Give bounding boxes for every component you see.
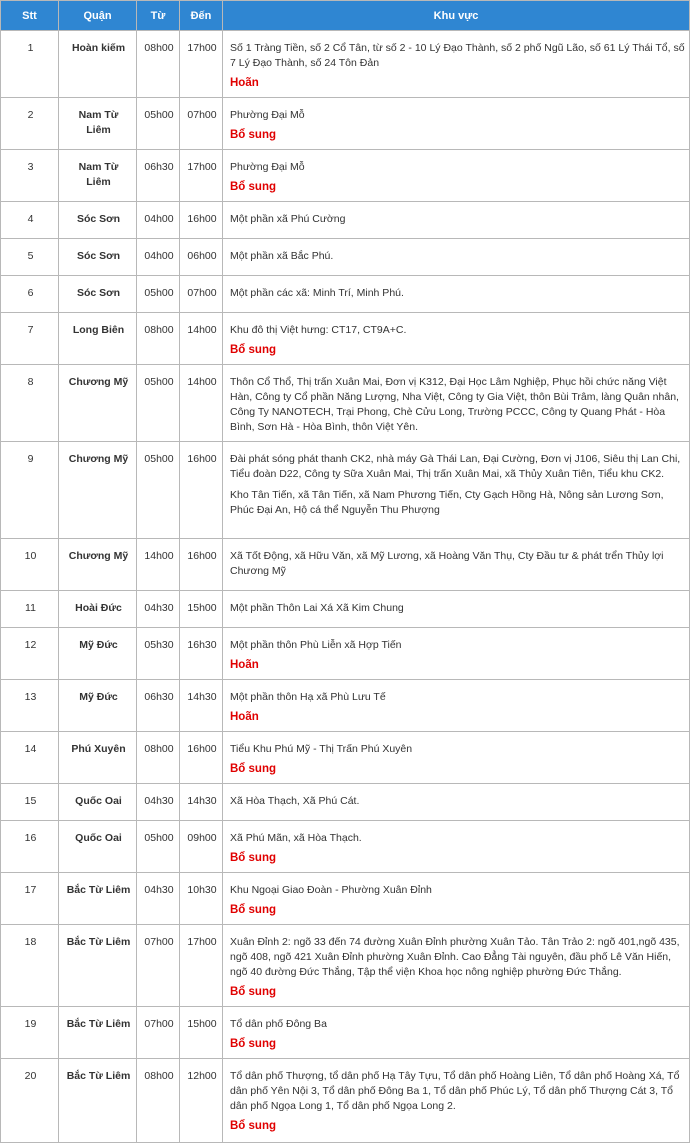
area-cell (223, 680, 690, 732)
start-time: 08h00 (137, 732, 180, 784)
end-time: 17h00 (180, 925, 223, 1007)
area-description: Kho Tân Tiến, xã Tân Tiến, xã Nam Phương Tiến, Cty Gạch Hồng Hà, Nông sản Lương Sơn, Phúc Đại An, Hộ cá thể Nguyễn Thu Phượng (230, 489, 664, 516)
area-cell (223, 821, 690, 873)
area-cell (223, 539, 690, 591)
end-time: 06h00 (180, 239, 223, 276)
start-time: 05h00 (137, 276, 180, 313)
area-cell (223, 313, 690, 365)
area-cell (223, 732, 690, 784)
end-time: 15h00 (180, 591, 223, 628)
header-area: Khu vực (223, 1, 690, 31)
district-name: Bắc Từ Liêm (59, 1007, 137, 1059)
end-time: 10h30 (180, 873, 223, 925)
area-cell (223, 784, 690, 821)
start-time: 04h00 (137, 202, 180, 239)
header-stt: Stt (1, 1, 59, 31)
row-number: 7 (1, 313, 59, 365)
end-time: 17h00 (180, 31, 223, 98)
area-cell (223, 925, 690, 1007)
district-name: Quốc Oai (59, 784, 137, 821)
district-name: Bắc Từ Liêm (59, 1059, 137, 1143)
table-row (1, 31, 690, 98)
table-row (1, 539, 690, 591)
status-note: Bổ sung (230, 763, 276, 775)
row-number: 20 (1, 1059, 59, 1143)
status-note: Bổ sung (230, 181, 276, 193)
table-row (1, 628, 690, 680)
area-description: Đài phát sóng phát thanh CK2, nhà máy Gà Thái Lan, Đại Cường, Đơn vị J106, Siêu thị Lan Chi, Tiểu đoàn D22, Công ty Sữa Xuân Mai, Thị trấn Xuân Mai, xã Thủy Xuân Tiên, Tiểu khu CK2. (230, 453, 681, 480)
status-note: Bổ sung (230, 1038, 276, 1050)
row-number: 9 (1, 442, 59, 539)
start-time: 05h00 (137, 98, 180, 150)
row-number: 15 (1, 784, 59, 821)
table-row (1, 732, 690, 784)
area-description: Tiểu Khu Phú Mỹ - Thị Trấn Phú Xuyên (230, 743, 413, 755)
start-time: 07h00 (137, 925, 180, 1007)
area-description: Tổ dân phố Đông Ba (230, 1018, 327, 1030)
row-number: 14 (1, 732, 59, 784)
status-note: Hoãn (230, 77, 259, 89)
row-number: 5 (1, 239, 59, 276)
area-description: Khu đô thị Việt hưng: CT17, CT9A+C. (230, 324, 407, 336)
start-time: 04h30 (137, 873, 180, 925)
table-row (1, 821, 690, 873)
start-time: 06h30 (137, 680, 180, 732)
table-header-row (1, 1, 690, 31)
start-time: 05h00 (137, 442, 180, 539)
end-time: 17h00 (180, 150, 223, 202)
area-description: Phường Đại Mỗ (230, 161, 305, 173)
status-note: Bổ sung (230, 852, 276, 864)
end-time: 14h00 (180, 365, 223, 442)
area-cell (223, 1059, 690, 1143)
header-from: Từ (137, 1, 180, 31)
area-description: Số 1 Tràng Tiền, số 2 Cổ Tân, từ số 2 - 10 Lý Đạo Thành, số 2 phố Ngũ Lão, số 61 Lý Thái Tổ, số 7 Lý Đạo Thành, số 24 Tôn Đản (230, 42, 685, 69)
row-number: 1 (1, 31, 59, 98)
table-body (1, 31, 690, 1143)
end-time: 07h00 (180, 98, 223, 150)
end-time: 16h00 (180, 202, 223, 239)
area-description: Xuân Đỉnh 2: ngõ 33 đến 74 đường Xuân Đỉnh phường Xuân Tảo. Tân Trảo 2: ngõ 401,ngõ 435, ngõ 408, ngõ 421 Xuân Đỉnh phường Xuân Đỉnh. Cao Đẳng Tài nguyên, đầu phố Lê Văn Hiến, ngõ 40 đường Đức Thắng, Tập thể viện Khoa học nông nghiệp phường Đức Thắng. (230, 936, 680, 978)
area-description: Xã Phú Mãn, xã Hòa Thạch. (230, 832, 362, 844)
row-number: 11 (1, 591, 59, 628)
header-district: Quận (59, 1, 137, 31)
header-to: Đến (180, 1, 223, 31)
district-name: Quốc Oai (59, 821, 137, 873)
district-name: Nam Từ Liêm (59, 98, 137, 150)
table-row (1, 873, 690, 925)
table-row (1, 150, 690, 202)
district-name: Sóc Sơn (59, 239, 137, 276)
start-time: 04h00 (137, 239, 180, 276)
table-row (1, 591, 690, 628)
end-time: 16h00 (180, 539, 223, 591)
district-name: Nam Từ Liêm (59, 150, 137, 202)
area-cell (223, 98, 690, 150)
table-row (1, 442, 690, 539)
table-row (1, 313, 690, 365)
end-time: 14h30 (180, 680, 223, 732)
table-row (1, 276, 690, 313)
table-row (1, 784, 690, 821)
area-cell (223, 1007, 690, 1059)
start-time: 04h30 (137, 784, 180, 821)
row-number: 13 (1, 680, 59, 732)
status-note: Bổ sung (230, 986, 276, 998)
table-row (1, 365, 690, 442)
district-name: Bắc Từ Liêm (59, 925, 137, 1007)
district-name: Long Biên (59, 313, 137, 365)
area-description: Tổ dân phố Thượng, tổ dân phố Hạ Tây Tựu, Tổ dân phố Hoàng Liên, Tổ dân phố Hoàng Xá, Tổ dân phố Yên Nội 3, Tổ dân phố Đông Ba 1, Tổ dân phố Phúc Lý, Tổ dân phố Thượng Cát 3, Tổ dân phố Ngọa Long 1, Tổ dân phố Ngọa Long 2. (230, 1070, 680, 1112)
status-note: Bổ sung (230, 904, 276, 916)
start-time: 04h30 (137, 591, 180, 628)
start-time: 05h00 (137, 365, 180, 442)
table-row (1, 202, 690, 239)
start-time: 08h00 (137, 313, 180, 365)
area-cell (223, 442, 690, 539)
status-note: Bổ sung (230, 129, 276, 141)
end-time: 15h00 (180, 1007, 223, 1059)
area-description: Một phần các xã: Minh Trí, Minh Phú. (230, 287, 404, 299)
area-cell (223, 239, 690, 276)
area-cell (223, 150, 690, 202)
table-row (1, 680, 690, 732)
area-cell (223, 365, 690, 442)
row-number: 12 (1, 628, 59, 680)
area-description: Một phần Thôn Lai Xá Xã Kim Chung (230, 602, 404, 614)
district-name: Chương Mỹ (59, 539, 137, 591)
start-time: 07h00 (137, 1007, 180, 1059)
district-name: Chương Mỹ (59, 442, 137, 539)
district-name: Sóc Sơn (59, 202, 137, 239)
area-cell (223, 628, 690, 680)
start-time: 05h30 (137, 628, 180, 680)
table-row (1, 239, 690, 276)
row-number: 10 (1, 539, 59, 591)
start-time: 08h00 (137, 1059, 180, 1143)
end-time: 16h00 (180, 732, 223, 784)
area-description: Phường Đại Mỗ (230, 109, 305, 121)
area-description: Khu Ngoại Giao Đoàn - Phường Xuân Đỉnh (230, 884, 432, 896)
area-cell (223, 31, 690, 98)
area-description: Một phần xã Phú Cường (230, 213, 346, 225)
district-name: Hoài Đức (59, 591, 137, 628)
end-time: 07h00 (180, 276, 223, 313)
area-description: Xã Tốt Động, xã Hữu Văn, xã Mỹ Lương, xã Hoàng Văn Thụ, Cty Đầu tư & phát trển Thủy lợi Chương Mỹ (230, 550, 664, 577)
end-time: 12h00 (180, 1059, 223, 1143)
row-number: 16 (1, 821, 59, 873)
table-row (1, 1007, 690, 1059)
district-name: Chương Mỹ (59, 365, 137, 442)
row-number: 6 (1, 276, 59, 313)
status-note: Bổ sung (230, 1120, 276, 1132)
area-description: Thôn Cổ Thổ, Thị trấn Xuân Mai, Đơn vị K312, Đại Học Lâm Nghiệp, Phục hồi chức năng Việt Hàn, Công ty Cổ phần Năng Lượng, Nha Việt, Công ty Gia Việt, thôn Bùi Trâm, làng Quân nhân, Công Ty NANOTECH, Trại Phong, Chè Cửu Long, Trường PCCC, Công ty Quang Phát - Hòa Bình, Sơn Hà - Hòa Bình, thôn Việt Yên. (230, 376, 679, 433)
row-number: 3 (1, 150, 59, 202)
area-description: Xã Hòa Thạch, Xã Phú Cát. (230, 795, 360, 807)
district-name: Bắc Từ Liêm (59, 873, 137, 925)
district-name: Mỹ Đức (59, 680, 137, 732)
end-time: 16h30 (180, 628, 223, 680)
end-time: 14h00 (180, 313, 223, 365)
row-number: 19 (1, 1007, 59, 1059)
row-number: 18 (1, 925, 59, 1007)
area-cell (223, 202, 690, 239)
area-description: Một phần thôn Hạ xã Phù Lưu Tế (230, 691, 386, 703)
end-time: 09h00 (180, 821, 223, 873)
start-time: 05h00 (137, 821, 180, 873)
status-note: Hoãn (230, 711, 259, 723)
end-time: 16h00 (180, 442, 223, 539)
district-name: Phú Xuyên (59, 732, 137, 784)
start-time: 14h00 (137, 539, 180, 591)
district-name: Sóc Sơn (59, 276, 137, 313)
row-number: 4 (1, 202, 59, 239)
row-number: 17 (1, 873, 59, 925)
end-time: 14h30 (180, 784, 223, 821)
district-name: Mỹ Đức (59, 628, 137, 680)
status-note: Bổ sung (230, 344, 276, 356)
area-cell (223, 591, 690, 628)
table-row (1, 1059, 690, 1143)
area-description: Một phần thôn Phù Liễn xã Hợp Tiến (230, 639, 402, 651)
row-number: 2 (1, 98, 59, 150)
row-number: 8 (1, 365, 59, 442)
table-row (1, 925, 690, 1007)
area-cell (223, 276, 690, 313)
area-description: Một phần xã Bắc Phú. (230, 250, 334, 262)
start-time: 06h30 (137, 150, 180, 202)
table-row (1, 98, 690, 150)
area-cell (223, 873, 690, 925)
start-time: 08h00 (137, 31, 180, 98)
district-name: Hoàn kiếm (59, 31, 137, 98)
status-note: Hoãn (230, 659, 259, 671)
